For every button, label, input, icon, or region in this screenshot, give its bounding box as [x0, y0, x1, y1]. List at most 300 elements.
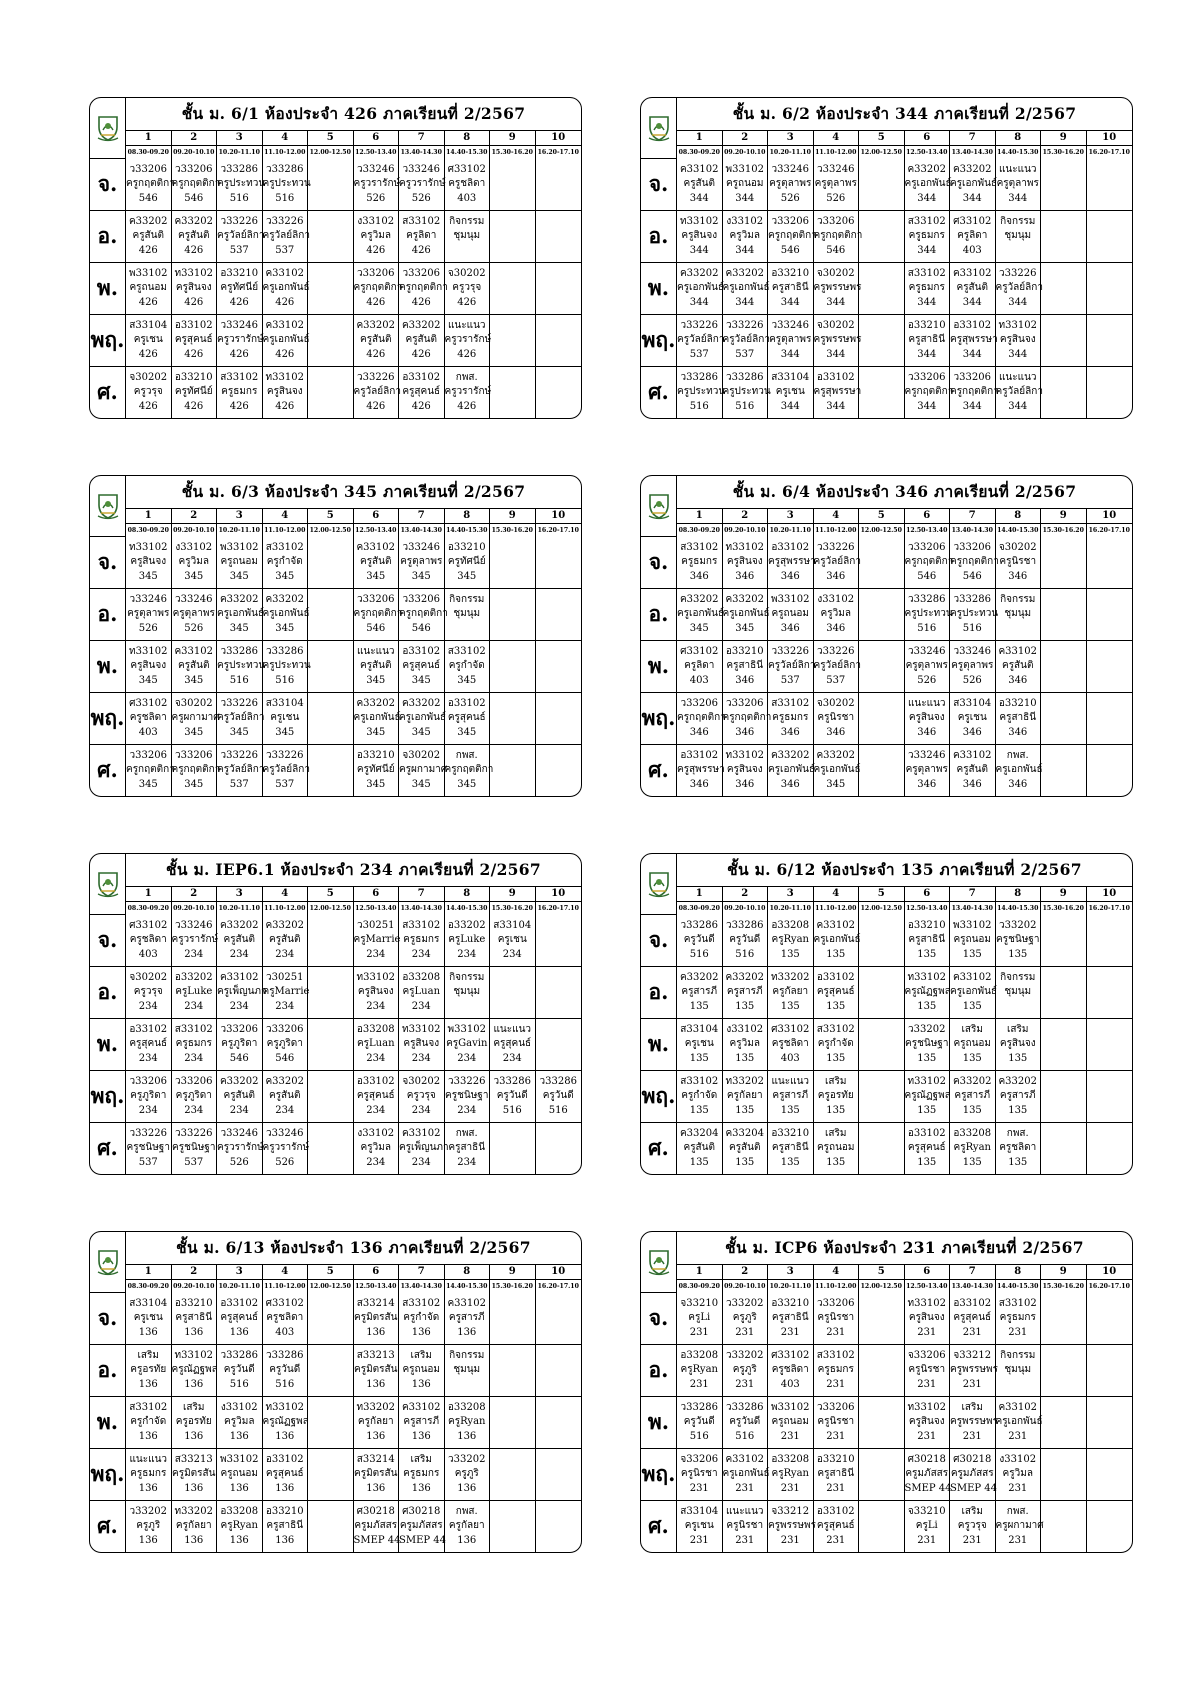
teacher-name: ครูสุคนธ์ [816, 1520, 855, 1532]
teacher-name: ครูวันดี [683, 934, 715, 946]
room-number: 136 [184, 1378, 204, 1390]
period-slot [904, 367, 954, 418]
teacher-name: ครูกฤตติกา [904, 386, 954, 398]
subject-code: ว33206 [175, 749, 213, 761]
subject-code: ว33286 [908, 593, 946, 605]
period-slot [217, 967, 267, 1019]
subject-code: ส33102 [402, 1297, 441, 1309]
teacher-name: ครูวรารักษ์ [353, 178, 401, 190]
subject-code: อ33102 [816, 971, 855, 983]
period-number: 3 [217, 509, 263, 524]
period-time: 16.20-17.10 [1088, 148, 1130, 156]
period-slot [814, 1449, 860, 1501]
room-number: 234 [229, 948, 249, 960]
day-row [641, 1345, 1132, 1397]
period-slot [490, 1449, 536, 1501]
day-label: อ. [641, 967, 677, 1019]
period-slot [536, 745, 582, 796]
period-slot [263, 211, 309, 263]
subject-code: ส33104 [265, 697, 304, 709]
class-schedule-card [640, 97, 1133, 419]
period-number: 8 [996, 509, 1042, 524]
room-number: 345 [275, 570, 295, 582]
subject-code: กพส. [455, 749, 478, 761]
period-slot [172, 367, 218, 418]
subject-code: ค33202 [265, 919, 304, 931]
period-time: 14.40-15.30 [996, 524, 1042, 537]
subject-code: ว33246 [817, 163, 855, 175]
period-slot [996, 1501, 1042, 1552]
day-label: จ. [90, 537, 126, 589]
period-slot [445, 641, 491, 693]
room-number: 346 [1008, 726, 1028, 738]
period-slot [814, 1019, 860, 1071]
room-number: 403 [138, 726, 158, 738]
room-number: 346 [917, 778, 937, 790]
room-number [1087, 192, 1133, 207]
teacher-name [308, 763, 353, 778]
teacher-name: ครูสันติ [360, 334, 392, 346]
period-slot [996, 1345, 1042, 1397]
day-row [90, 745, 581, 796]
period-slot [536, 1293, 582, 1345]
subject-code: ท33102 [725, 541, 764, 553]
teacher-name [859, 1089, 904, 1104]
period-slot [536, 967, 582, 1019]
period-slot [768, 641, 814, 693]
teacher-name: ครูวัลย์ลิกา [262, 764, 310, 776]
room-number: 346 [962, 778, 982, 790]
period-slot [172, 915, 218, 967]
period-slot [1087, 1123, 1133, 1174]
schedule-table [640, 853, 1133, 1175]
period-slot [354, 159, 400, 211]
period-time: 11.10-12.00 [814, 146, 860, 159]
subject-code: ว33206 [953, 541, 991, 553]
teacher-name [859, 1311, 904, 1326]
subject-code: อ33208 [771, 1453, 810, 1465]
period-slot [354, 745, 400, 796]
teacher-name: ครูกัลยา [357, 1416, 394, 1428]
period-number: 8 [996, 131, 1042, 146]
period-slot [399, 1123, 449, 1174]
room-number: 234 [138, 1104, 158, 1116]
room-number: 135 [917, 1104, 937, 1116]
period-slot [677, 693, 726, 745]
subject-code: อ33102 [953, 1297, 992, 1309]
subject-code: ว33246 [220, 319, 258, 331]
subject-code: ค33202 [952, 163, 992, 175]
subject-code [859, 267, 904, 282]
room-number: 136 [229, 1534, 249, 1546]
subject-code [859, 541, 904, 556]
room-number: 344 [780, 400, 800, 412]
subject-code [1041, 215, 1086, 230]
period-slot [354, 1123, 400, 1174]
teacher-name: ครูสินจง [403, 1038, 440, 1050]
teacher-name [1087, 659, 1133, 674]
room-number [859, 1104, 904, 1119]
room-number: 135 [1008, 1052, 1028, 1064]
teacher-name: ครูถนอม [220, 556, 259, 568]
teacher-name: ครูธมกร [908, 230, 945, 242]
room-number: 516 [229, 674, 249, 686]
period-time: 12.50-13.40 [905, 1280, 951, 1293]
room-number: 135 [780, 1156, 800, 1168]
period-slot [353, 263, 403, 315]
room-number [996, 244, 1041, 259]
subject-code: จ33210 [907, 1505, 946, 1517]
room-number [490, 674, 535, 689]
subject-code [1041, 319, 1086, 334]
period-slot [1087, 967, 1133, 1019]
teacher-name: ครูวิมล [820, 608, 851, 620]
teacher-name: ครูนิรชา [908, 1364, 946, 1376]
teacher-name [308, 607, 353, 622]
teacher-name: ครูRyan [448, 1416, 486, 1428]
subject-code: กิจกรรม [449, 215, 485, 227]
teacher-name: ครูผกามาศ [995, 1520, 1044, 1532]
period-slot [996, 915, 1042, 967]
room-number: 426 [184, 244, 204, 256]
room-number: 135 [826, 1000, 846, 1012]
teacher-name: ครูนิรชา [726, 1520, 764, 1532]
period-number: 8 [445, 509, 491, 524]
room-number: 345 [457, 726, 477, 738]
room-number: 516 [735, 400, 755, 412]
room-number [490, 1430, 535, 1445]
teacher-name: ครูชนิษฐา [126, 1142, 170, 1154]
period-slot [263, 693, 309, 745]
period-slot [904, 537, 954, 589]
subject-code: ค33202 [725, 267, 764, 279]
period-slot [768, 1293, 814, 1345]
teacher-name: ครูสาธินี [175, 1312, 213, 1324]
period-slot [445, 211, 491, 263]
period-slot [1041, 1019, 1087, 1071]
period-slot [905, 1397, 951, 1449]
period-number: 6 [905, 131, 951, 146]
period-slot [217, 159, 266, 211]
period-slot [950, 745, 996, 796]
subject-code: ค33204 [679, 1127, 719, 1139]
period-number: 7 [399, 131, 445, 146]
teacher-name: ครูกัลยา [772, 986, 809, 998]
room-number: 234 [275, 948, 295, 960]
period-slot [126, 367, 172, 418]
room-number: 344 [735, 244, 755, 256]
subject-code: ว33286 [680, 919, 718, 931]
teacher-name [308, 711, 353, 726]
room-number: 426 [411, 400, 431, 412]
teacher-name: ครูสารภี [448, 1312, 485, 1324]
day-row [90, 315, 581, 367]
period-slot [677, 967, 723, 1019]
period-number: 9 [1041, 887, 1087, 902]
teacher-name [490, 281, 535, 296]
teacher-name: ครูภูริดา [266, 1038, 303, 1050]
day-label: พฤ. [641, 1071, 677, 1123]
period-slot [445, 1293, 491, 1345]
teacher-name: ครูสารภี [999, 1090, 1036, 1102]
period-time: 12.50-13.40 [354, 524, 400, 537]
subject-code: ว33246 [771, 163, 809, 175]
subject-code: ค33202 [265, 1075, 304, 1087]
teacher-name: ครูเอกพันธ์ [904, 178, 952, 190]
schedule-table [89, 97, 582, 419]
subject-code: ศ33102 [771, 1349, 810, 1361]
room-number: 516 [275, 674, 295, 686]
room-number [490, 1326, 535, 1341]
subject-code: ว33246 [402, 541, 440, 553]
teacher-name: ครูวัลย์ลิกา [995, 386, 1043, 398]
period-slot [996, 1071, 1042, 1123]
period-number: 10 [536, 509, 582, 524]
period-slot [126, 1397, 172, 1449]
room-number: 231 [780, 1326, 800, 1338]
subject-code: พ33102 [447, 1023, 486, 1035]
room-number [308, 1156, 353, 1171]
teacher-name [308, 659, 353, 674]
teacher-name: ครูนิรชา [999, 556, 1037, 568]
room-number [536, 1430, 582, 1445]
teacher-name: ครูสารภี [772, 1090, 809, 1102]
room-number: 426 [275, 296, 295, 308]
day-row [641, 641, 1132, 693]
subject-code: ค33202 [770, 749, 810, 761]
teacher-name: ครูถนอม [129, 282, 168, 294]
day-label: จ. [641, 159, 677, 211]
period-number: 5 [859, 887, 905, 902]
teacher-name [859, 385, 904, 400]
room-number: 345 [826, 778, 846, 790]
room-number [1041, 192, 1086, 207]
period-slot [354, 537, 400, 589]
teacher-name: ครูมภัสสร [354, 1520, 398, 1532]
teacher-name [308, 1363, 353, 1378]
subject-code: ว33206 [817, 1297, 855, 1309]
room-number: 345 [457, 674, 477, 686]
period-time: 13.40-14.30 [950, 902, 996, 915]
day-row [641, 1293, 1132, 1345]
period-slot [308, 745, 354, 796]
room-number [308, 244, 353, 259]
room-number: 234 [411, 1156, 431, 1168]
period-slot [353, 589, 403, 641]
room-number [1041, 1156, 1086, 1171]
room-number [490, 726, 535, 741]
room-number: 135 [826, 948, 846, 960]
room-number: 344 [917, 244, 937, 256]
subject-code: อ33210 [174, 371, 213, 383]
period-slot [172, 315, 218, 367]
period-slot [996, 367, 1042, 418]
period-time: 12.00-12.50 [308, 1280, 354, 1293]
subject-code: ท33102 [129, 645, 168, 657]
teacher-name [859, 659, 904, 674]
subject-code [859, 1505, 904, 1520]
period-number: 3 [768, 1265, 814, 1280]
period-slot [859, 1071, 905, 1123]
subject-code [1041, 1401, 1086, 1416]
period-slot [1087, 1449, 1133, 1501]
period-number: 10 [536, 887, 582, 902]
period-slot [354, 367, 400, 418]
teacher-name [1087, 1141, 1133, 1156]
room-number [1041, 1430, 1086, 1445]
period-slot [859, 1293, 905, 1345]
period-slot [723, 745, 769, 796]
room-number: 136 [366, 1378, 386, 1390]
room-number: 135 [962, 1104, 982, 1116]
subject-code [859, 697, 904, 712]
room-number [859, 1000, 904, 1015]
period-slot [263, 315, 309, 367]
teacher-name: ครูวัลย์ลิกา [262, 230, 310, 242]
teacher-name: ครูกฤตติกา [950, 386, 999, 398]
period-number: 5 [308, 1265, 354, 1280]
period-slot [723, 1071, 769, 1123]
teacher-name: ครูชนิษฐา [445, 1090, 489, 1102]
teacher-name [308, 229, 353, 244]
schedule-title: ชั้น ม. ICP6 ห้องประจำ 231 ภาคเรียนที่ 2/2567 [677, 1232, 1132, 1265]
subject-code: ค33202 [679, 593, 719, 605]
room-number: 426 [229, 348, 249, 360]
teacher-name: ชุมนุม [453, 1364, 481, 1376]
period-time: 08.30-09.20 [126, 1280, 172, 1293]
teacher-name: ครูสันติ [683, 1142, 715, 1154]
period-slot [399, 589, 448, 641]
room-number: 344 [917, 400, 937, 412]
period-slot [859, 315, 905, 367]
room-number: 234 [184, 1000, 204, 1012]
subject-code: ว33202 [908, 1023, 946, 1035]
period-slot [950, 1345, 996, 1397]
subject-code: จ33212 [953, 1349, 992, 1361]
period-slot [399, 1019, 445, 1071]
teacher-name [536, 333, 582, 348]
period-slot [308, 1071, 354, 1123]
teacher-name: ครูมิตรสัน [354, 1468, 398, 1480]
teacher-name: ครูตุลาพร [814, 178, 857, 190]
subject-code: ค33102 [265, 319, 304, 331]
period-time: 09.20-10.10 [723, 902, 769, 915]
subject-code: อ33208 [447, 1401, 486, 1413]
teacher-name: ครูวันดี [542, 1090, 574, 1102]
teacher-name [1041, 763, 1086, 778]
room-number: 136 [457, 1534, 477, 1546]
period-slot [814, 1293, 860, 1345]
period-slot [126, 967, 172, 1019]
period-slot [996, 537, 1042, 589]
period-slot [677, 589, 723, 641]
subject-code: จ30202 [998, 541, 1037, 553]
subject-code: จ30202 [129, 371, 168, 383]
subject-code: ค33202 [816, 749, 855, 761]
period-slot [172, 211, 218, 263]
teacher-name: ครูกฤตติกา [126, 178, 175, 190]
period-time: 14.40-15.30 [445, 524, 491, 537]
room-number: 345 [184, 674, 204, 686]
subject-code [1087, 215, 1133, 230]
period-slot [950, 159, 996, 211]
subject-code: ท33102 [725, 749, 764, 761]
teacher-name: ครูกฤตติกา [677, 712, 726, 724]
teacher-name: ครูมิตรสัน [354, 1312, 398, 1324]
period-slot [859, 1449, 905, 1501]
period-slot [1087, 1345, 1133, 1397]
subject-code: ค33102 [401, 1127, 441, 1139]
day-label: ศ. [641, 745, 677, 796]
subject-code [859, 1127, 904, 1142]
period-slot [1041, 1449, 1087, 1501]
period-time: 09.20-10.10 [172, 524, 218, 537]
room-number: 136 [411, 1482, 431, 1494]
subject-code [536, 645, 582, 660]
period-number: 10 [1087, 1265, 1133, 1280]
period-slot [950, 1449, 996, 1501]
period-slot [768, 1449, 814, 1501]
teacher-name: ครูเชน [497, 934, 527, 946]
room-number: 234 [411, 1104, 431, 1116]
period-slot [996, 263, 1042, 315]
room-number: 345 [689, 622, 709, 634]
room-number: 136 [184, 1482, 204, 1494]
teacher-name: ครูสันติ [683, 178, 715, 190]
room-number: 516 [275, 192, 295, 204]
teacher-name: ครูเอกพันธ์ [950, 986, 998, 998]
teacher-name: ครูสันติ [405, 334, 437, 346]
room-number: 135 [962, 1156, 982, 1168]
room-number: 344 [962, 348, 982, 360]
room-number: 231 [735, 1326, 755, 1338]
subject-code: ค33204 [725, 1127, 764, 1139]
room-number [1087, 400, 1133, 415]
subject-code: ง33102 [726, 215, 764, 227]
subject-code [859, 163, 904, 178]
teacher-name: ครูวรารักษ์ [217, 334, 264, 346]
period-number: 5 [859, 1265, 905, 1280]
subject-code: ท33102 [402, 1023, 441, 1035]
subject-code: ส33104 [129, 319, 168, 331]
day-label: พ. [641, 1019, 677, 1071]
day-row [641, 211, 1132, 263]
subject-code: ว33206 [357, 267, 395, 279]
day-row [90, 589, 581, 641]
period-slot [859, 159, 905, 211]
period-time: 14.40-15.30 [996, 146, 1042, 159]
period-slot [996, 211, 1042, 263]
teacher-name: ครูกฤตติกา [171, 178, 221, 190]
teacher-name [859, 1415, 904, 1430]
room-number: 403 [138, 948, 158, 960]
teacher-name: ครูชลิดา [129, 934, 167, 946]
subject-code [1041, 1075, 1086, 1090]
period-time: 12.50-13.40 [354, 1280, 400, 1293]
subject-code [859, 1023, 904, 1038]
subject-code [308, 697, 353, 712]
period-time: 10.20-11.10 [217, 902, 263, 915]
day-row [90, 1293, 581, 1345]
period-slot [768, 1071, 814, 1123]
teacher-name: ครูสินจง [357, 986, 394, 998]
period-slot [399, 367, 445, 418]
room-number [536, 622, 582, 637]
room-number: 346 [962, 726, 982, 738]
period-number: 7 [399, 509, 445, 524]
room-number: 344 [917, 296, 937, 308]
room-number: 426 [366, 244, 386, 256]
